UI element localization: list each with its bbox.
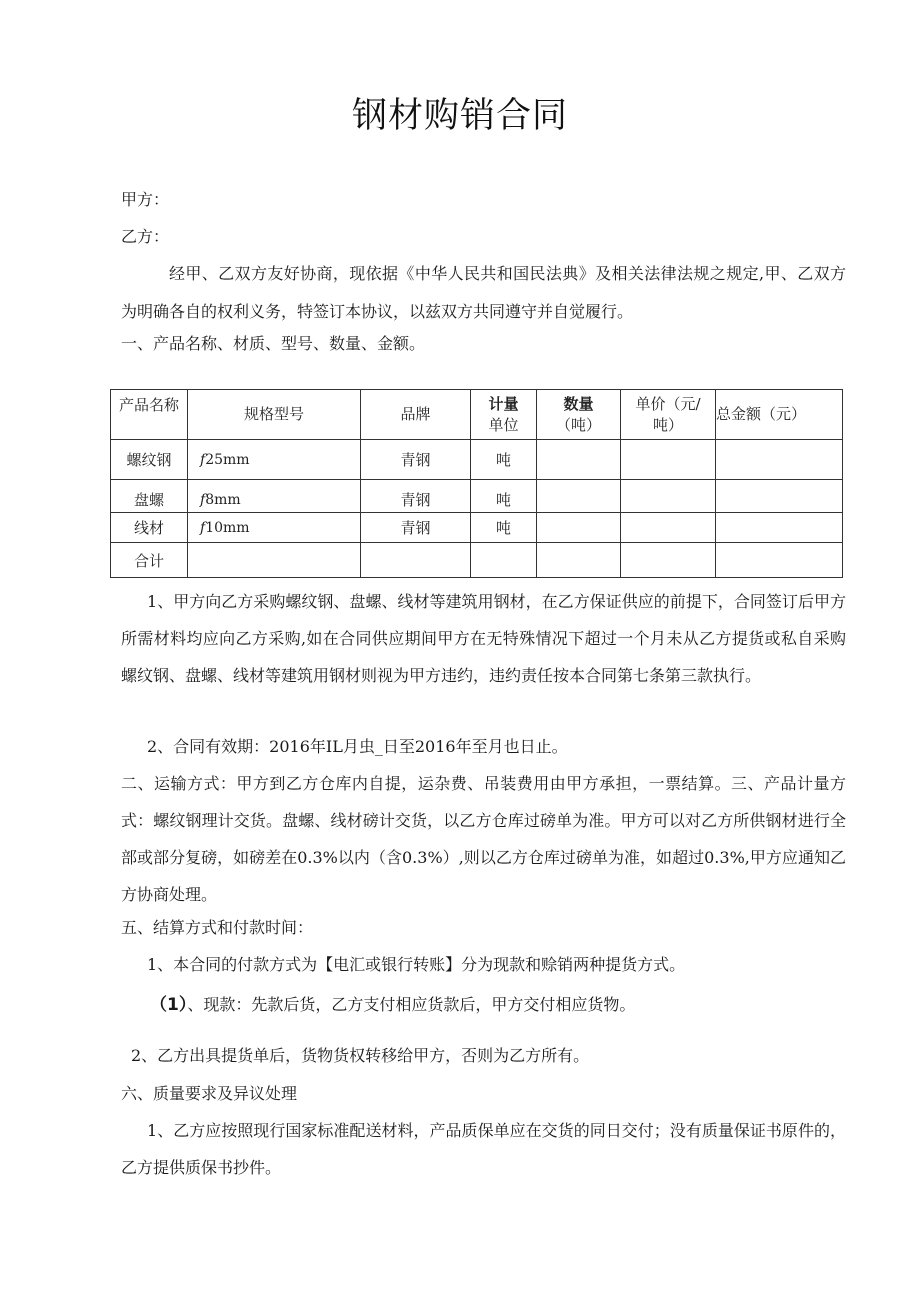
cell-total	[716, 480, 843, 513]
cell-empty	[188, 543, 361, 578]
table-header-row	[111, 390, 843, 440]
cell-empty	[621, 543, 716, 578]
party-a-label: 甲方：	[121, 190, 170, 209]
cell-name: 线材	[111, 513, 188, 543]
product-table	[110, 389, 843, 578]
cell-empty	[361, 543, 471, 578]
clause-5-2: 2、乙方出具提货单后，货物货权转移给甲方，否则为乙方所有。	[131, 1046, 590, 1065]
clause-5-1-1	[150, 994, 875, 1016]
table-row	[111, 480, 843, 513]
cell-price	[621, 440, 716, 480]
section-2-paragraph: 二、运输方式：甲方到乙方仓库内自提，运杂费、吊装费用由甲方承担，一票结算。三、产品计量方式：螺纹钢理计交货。盘螺、线材磅计交货，以乙方仓库过磅单为准。甲方可以对乙方所供钢材进行全部或部分复磅，如磅差在0.3%以内（含0.3%）,则以乙方仓库过磅单为准，如超过0.3%,甲方应通知乙方协商处理。	[121, 774, 846, 904]
cell-empty	[471, 543, 537, 578]
intro-paragraph: 经甲、乙双方友好协商，现依据《中华人民共和国民法典》及相关法律法规之规定,甲、乙双方为明确各自的权利义务，特签订本协议，以兹双方共同遵守并自觉履行。	[121, 264, 846, 321]
cell-spec	[188, 440, 361, 480]
spec-value: 25mm	[205, 451, 250, 468]
header-unit-price	[621, 390, 716, 440]
cell-unit: 吨	[471, 480, 537, 513]
clause-5-1-1-number: （1）	[150, 995, 188, 1015]
cell-spec	[188, 480, 361, 513]
header-brand: 品牌	[361, 390, 471, 440]
section-5-heading: 五、结算方式和付款时间：	[121, 918, 314, 937]
clause-5-1-1-text: 、现款：先款后货，乙方支付相应货款后，甲方交付相应货物。	[187, 995, 636, 1014]
diameter-symbol: f	[200, 451, 206, 468]
cell-total-label: 合计	[111, 543, 188, 578]
cell-brand: 青钢	[361, 440, 471, 480]
header-total-amount: 总金额（元）	[716, 390, 843, 440]
document-title: 钢材购销合同	[351, 96, 568, 136]
header-unit	[471, 390, 537, 440]
cell-brand: 青钢	[361, 480, 471, 513]
header-price-bottom: 吨）	[652, 415, 683, 434]
spec-value: 8mm	[205, 492, 241, 508]
table-total-row	[111, 543, 843, 578]
cell-quantity	[537, 480, 621, 513]
cell-unit: 吨	[471, 440, 537, 480]
party-b-label: 乙方：	[121, 227, 170, 246]
cell-name: 盘螺	[111, 480, 188, 513]
clause-5-1: 1、本合同的付款方式为【电汇或银行转账】分为现款和赊销两种提货方式。	[147, 955, 686, 974]
cell-empty	[537, 543, 621, 578]
cell-price	[621, 513, 716, 543]
cell-empty	[716, 543, 843, 578]
table-row	[111, 440, 843, 480]
cell-total	[716, 513, 843, 543]
header-quantity-bottom: （吨）	[555, 415, 601, 434]
header-quantity	[537, 390, 621, 440]
clause-1-1: 1、甲方向乙方采购螺纹钢、盘螺、线材等建筑用钢材，在乙方保证供应的前提下，合同签订后甲方所需材料均应向乙方采购,如在合同供应期间甲方在无特殊情况下超过一个月未从乙方提货或私自采购螺纹钢、盘螺、线材等建筑用钢材则视为甲方违约，违约责任按本合同第七条第三款执行。	[121, 592, 846, 685]
clause-6-1: 1、乙方应按照现行国家标准配送材料，产品质保单应在交货的同日交付；没有质量保证书原件的，乙方提供质保书抄件。	[121, 1121, 846, 1177]
cell-spec	[188, 513, 361, 543]
header-quantity-top: 数量	[563, 394, 594, 413]
header-product-name: 产品名称	[111, 390, 188, 440]
header-unit-top: 计量	[488, 394, 519, 413]
header-price-top: 单价（元/	[635, 394, 701, 413]
cell-price	[621, 480, 716, 513]
cell-quantity	[537, 440, 621, 480]
cell-quantity	[537, 513, 621, 543]
spec-value: 10mm	[205, 519, 250, 536]
section-6-heading: 六、质量要求及异议处理	[121, 1084, 298, 1103]
header-spec: 规格型号	[188, 390, 361, 440]
header-unit-bottom: 单位	[488, 415, 519, 434]
diameter-symbol: f	[200, 519, 206, 536]
cell-name: 螺纹钢	[111, 440, 188, 480]
diameter-symbol: f	[200, 492, 206, 508]
cell-unit: 吨	[471, 513, 537, 543]
section-1-heading: 一、产品名称、材质、型号、数量、金额。	[121, 334, 426, 353]
clause-1-2: 2、合同有效期：2016年IL月虫_日至2016年至月也日止。	[147, 737, 568, 756]
table-row	[111, 513, 843, 543]
cell-brand: 青钢	[361, 513, 471, 543]
cell-total	[716, 440, 843, 480]
